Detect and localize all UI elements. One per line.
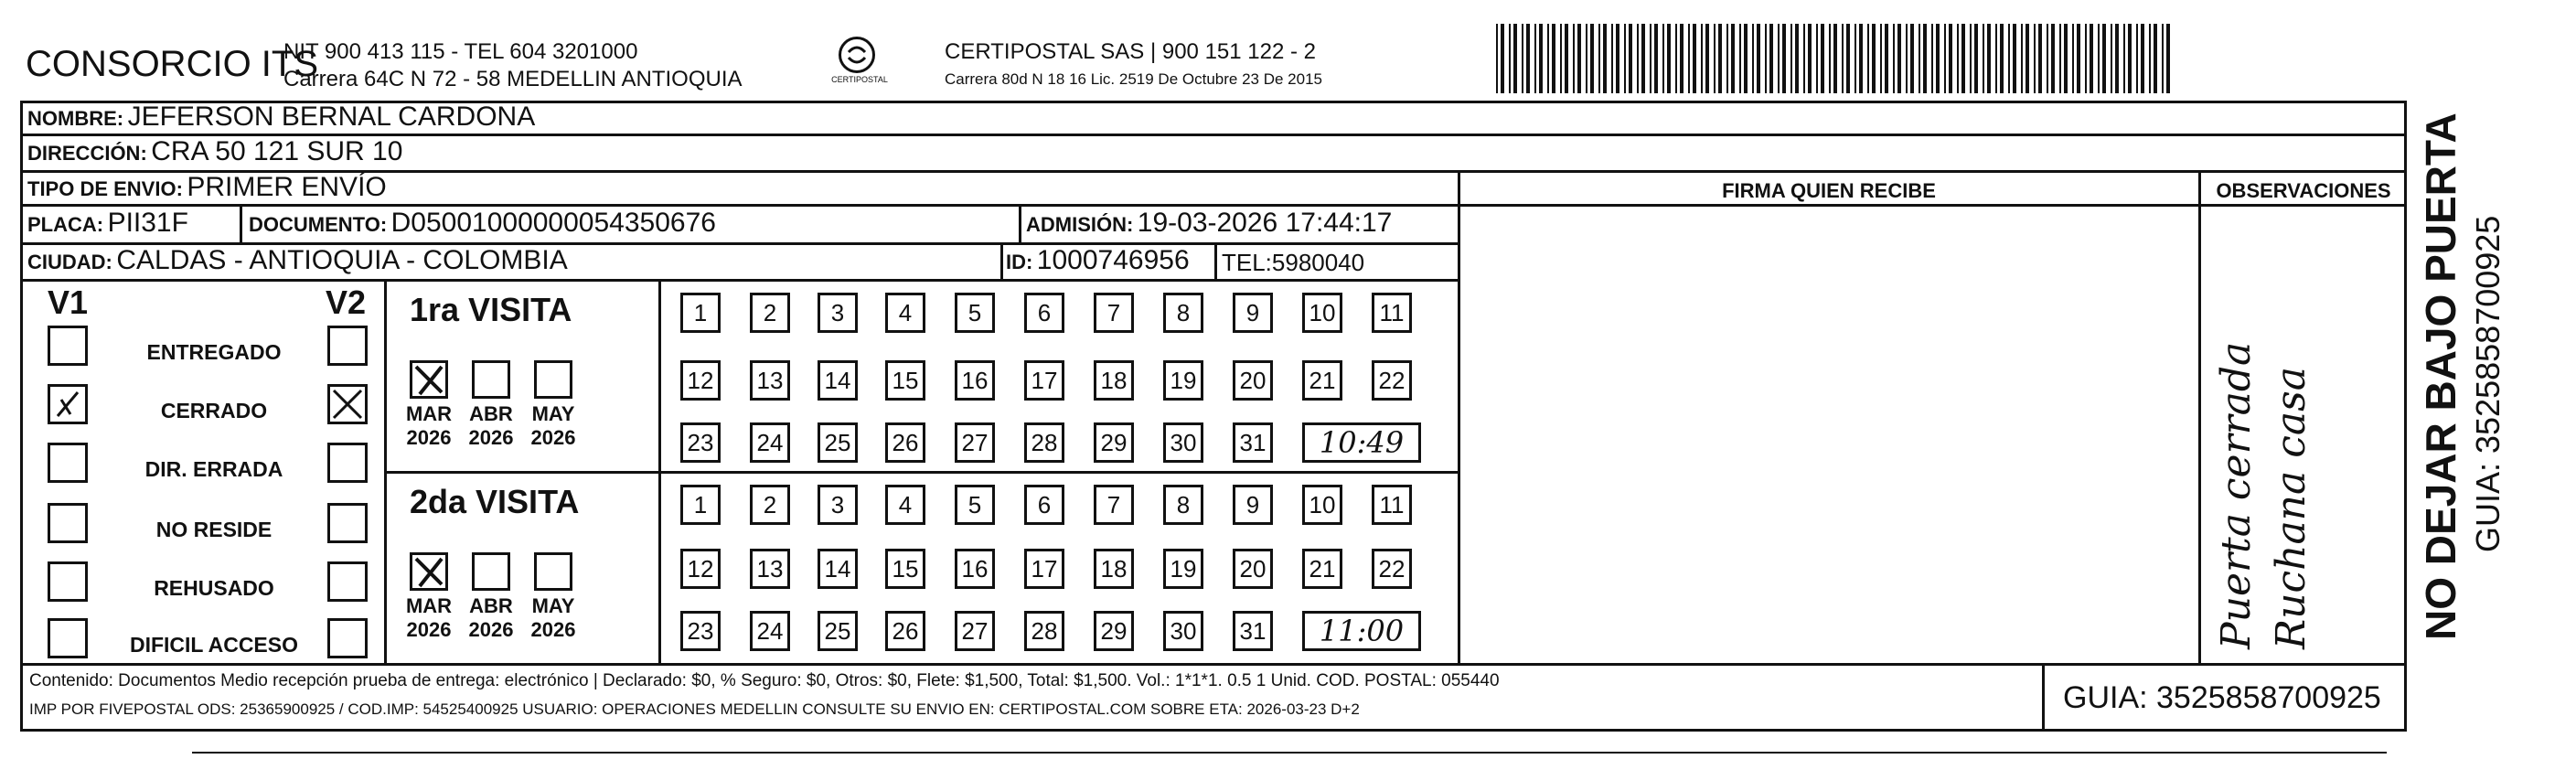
first-day-box[interactable]: 24	[750, 422, 790, 463]
second-day-box[interactable]: 3	[818, 485, 858, 525]
first-day-box[interactable]: 31	[1233, 422, 1273, 463]
certi-address: Carrera 80d N 18 16 Lic. 2519 De Octubre 23 De 2015	[945, 70, 1322, 88]
first-day-box[interactable]: 1	[680, 293, 721, 333]
v1-checkbox[interactable]	[48, 561, 88, 602]
v1-checkbox[interactable]	[48, 503, 88, 543]
status-label: ENTREGADO	[146, 340, 282, 364]
nombre-label: NOMBRE:	[27, 107, 124, 130]
nombre-value: JEFERSON BERNAL CARDONA	[127, 102, 536, 132]
company-name: CONSORCIO ITS	[26, 44, 319, 84]
second-month-box[interactable]	[534, 552, 572, 591]
second-day-box[interactable]: 1	[680, 485, 721, 525]
month-name: ABR	[469, 402, 513, 425]
second-day-box[interactable]: 13	[750, 549, 790, 589]
second-day-box[interactable]: 29	[1094, 611, 1134, 651]
second-day-box[interactable]: 7	[1094, 485, 1134, 525]
first-day-box[interactable]: 25	[818, 422, 858, 463]
month-year: 2026	[406, 618, 452, 641]
first-day-box[interactable]: 5	[955, 293, 995, 333]
second-day-box[interactable]: 21	[1302, 549, 1342, 589]
second-day-box[interactable]: 8	[1163, 485, 1203, 525]
direccion-label: DIRECCIÓN:	[27, 142, 147, 165]
certi-line: CERTIPOSTAL SAS | 900 151 122 - 2	[945, 39, 1316, 64]
first-day-box[interactable]: 23	[680, 422, 721, 463]
first-day-box[interactable]: 2	[750, 293, 790, 333]
obs-handwriting-2: Ruchana casa	[2268, 367, 2314, 649]
barcode	[1496, 24, 2175, 93]
second-visit-title: 2da VISITA	[410, 483, 580, 520]
second-day-box[interactable]: 15	[885, 549, 925, 589]
second-day-box[interactable]: 10	[1302, 485, 1342, 525]
second-day-box[interactable]: 25	[818, 611, 858, 651]
documento-value: D05001000000054350676	[390, 208, 716, 238]
certipostal-info	[945, 38, 1322, 93]
placa-row	[27, 208, 188, 239]
first-day-box[interactable]: 12	[680, 360, 721, 401]
nombre-row	[27, 102, 535, 133]
placa-value: PII31F	[107, 208, 188, 238]
status-label: DIR. ERRADA	[144, 457, 283, 481]
status-label: NO RESIDE	[155, 518, 273, 541]
second-day-box[interactable]: 6	[1024, 485, 1064, 525]
status-label: DIFICIL ACCESO	[129, 633, 298, 657]
direccion-value: CRA 50 121 SUR 10	[151, 136, 403, 166]
second-day-box[interactable]: 12	[680, 549, 721, 589]
second-day-box[interactable]: 19	[1163, 549, 1203, 589]
month-name: MAR	[405, 402, 453, 425]
first-month-box[interactable]	[410, 360, 448, 399]
v1-title: V1	[48, 283, 89, 321]
first-day-box[interactable]: 30	[1163, 422, 1203, 463]
second-month-label	[525, 594, 582, 642]
second-day-box[interactable]: 28	[1024, 611, 1064, 651]
tel-row	[1222, 249, 1364, 277]
admision-label: ADMISIÓN:	[1026, 213, 1134, 236]
month-name: MAY	[531, 402, 575, 425]
first-day-box[interactable]: 9	[1233, 293, 1273, 333]
v2-checkbox[interactable]	[327, 443, 368, 483]
tel-value: TEL:5980040	[1222, 249, 1365, 276]
v2-checkbox[interactable]	[327, 503, 368, 543]
first-month-box[interactable]	[472, 360, 510, 399]
first-day-box[interactable]: 29	[1094, 422, 1134, 463]
side-guia: GUIA: 3525858700925	[2469, 215, 2507, 552]
company-info	[283, 38, 743, 93]
second-month-label	[463, 594, 519, 642]
ciudad-value: CALDAS - ANTIOQUIA - COLOMBIA	[116, 245, 568, 275]
status-label: CERRADO	[160, 399, 268, 422]
second-day-box[interactable]: 31	[1233, 611, 1273, 651]
first-day-box[interactable]: 20	[1233, 360, 1273, 401]
footer-impresion: IMP POR FIVEPOSTAL ODS: 25365900925 / COD.IMP: 54525400925 USUARIO: OPERACIONES MEDELLIN CONSULTE SU ENVIO EN: CERTIPOSTAL.COM SOBRE ETA: 2026-03-23 D+2	[29, 700, 1360, 718]
nit-line: NIT 900 413 115 - TEL 604 3201000	[283, 39, 638, 64]
month-name: MAR	[405, 594, 453, 617]
second-day-box[interactable]: 11	[1372, 485, 1412, 525]
second-day-box[interactable]: 22	[1372, 549, 1412, 589]
first-day-box[interactable]: 11	[1372, 293, 1412, 333]
observaciones-header: OBSERVACIONES	[2216, 179, 2391, 202]
second-day-box[interactable]: 17	[1024, 549, 1064, 589]
month-year: 2026	[468, 426, 514, 449]
first-day-box[interactable]: 26	[885, 422, 925, 463]
documento-label: DOCUMENTO:	[249, 213, 388, 236]
first-month-label	[463, 402, 519, 450]
tipo-label: TIPO DE ENVIO:	[27, 177, 183, 200]
admision-row	[1026, 208, 1392, 239]
first-day-box[interactable]: 6	[1024, 293, 1064, 333]
placa-label: PLACA:	[27, 213, 104, 236]
second-day-box[interactable]: 20	[1233, 549, 1273, 589]
admision-value: 19-03-2026 17:44:17	[1137, 208, 1393, 238]
first-month-label	[401, 402, 457, 450]
id-value: 1000746956	[1036, 245, 1190, 275]
second-day-box[interactable]: 5	[955, 485, 995, 525]
v2-checkbox[interactable]	[327, 384, 368, 424]
v1-checkbox[interactable]	[48, 384, 88, 424]
footer-contenido: Contenido: Documentos Medio recepción prueba de entrega: electrónico | Declarado: $0, % Seguro: $0, Otros: $0, Flete: $1,500, Total: $1,500. Vol.: 1*1*1. 0.5 1 Unid. COD. POSTAL: 055440	[29, 671, 1500, 690]
second-month-box[interactable]	[410, 552, 448, 591]
id-row	[1006, 245, 1190, 276]
second-day-box[interactable]: 23	[680, 611, 721, 651]
month-year: 2026	[468, 618, 514, 641]
v1-checkbox[interactable]	[48, 443, 88, 483]
second-month-box[interactable]	[472, 552, 510, 591]
firma-header: FIRMA QUIEN RECIBE	[1722, 179, 1936, 202]
v2-title: V2	[326, 283, 367, 321]
first-day-box[interactable]: 16	[955, 360, 995, 401]
footer-guia: GUIA: 3525858700925	[2063, 680, 2381, 715]
first-day-box[interactable]: 21	[1302, 360, 1342, 401]
first-day-box[interactable]: 28	[1024, 422, 1064, 463]
direccion-row	[27, 136, 402, 167]
second-visit-time[interactable]: 11:00	[1302, 611, 1421, 651]
certipostal-logo-icon	[839, 37, 875, 73]
documento-row	[249, 208, 716, 239]
first-day-box[interactable]: 10	[1302, 293, 1342, 333]
second-day-box[interactable]: 4	[885, 485, 925, 525]
address-line: Carrera 64C N 72 - 58 MEDELLIN ANTIOQUIA	[283, 67, 743, 91]
v1-checkbox[interactable]	[48, 326, 88, 366]
first-day-box[interactable]: 17	[1024, 360, 1064, 401]
tipo-row	[27, 172, 387, 203]
second-day-box[interactable]: 16	[955, 549, 995, 589]
first-month-box[interactable]	[534, 360, 572, 399]
month-name: ABR	[469, 594, 513, 617]
first-day-box[interactable]: 22	[1372, 360, 1412, 401]
month-year: 2026	[530, 618, 576, 641]
second-day-box[interactable]: 14	[818, 549, 858, 589]
id-label: ID:	[1006, 251, 1033, 273]
v2-checkbox[interactable]	[327, 561, 368, 602]
first-visit-title: 1ra VISITA	[410, 291, 572, 328]
month-year: 2026	[406, 426, 452, 449]
second-day-box[interactable]: 24	[750, 611, 790, 651]
v2-checkbox[interactable]	[327, 326, 368, 366]
tipo-value: PRIMER ENVÍO	[187, 172, 387, 202]
first-day-box[interactable]: 13	[750, 360, 790, 401]
v1-checkbox[interactable]	[48, 618, 88, 658]
month-name: MAY	[531, 594, 575, 617]
ciudad-row	[27, 245, 568, 276]
second-day-box[interactable]: 27	[955, 611, 995, 651]
obs-handwriting-1: Puerta cerrada	[2213, 341, 2260, 649]
second-month-label	[401, 594, 457, 642]
status-label: REHUSADO	[154, 576, 274, 600]
first-visit-time[interactable]: 10:49	[1302, 422, 1421, 463]
first-day-box[interactable]: 7	[1094, 293, 1134, 333]
first-day-box[interactable]: 15	[885, 360, 925, 401]
first-day-box[interactable]: 4	[885, 293, 925, 333]
second-day-box[interactable]: 26	[885, 611, 925, 651]
month-year: 2026	[530, 426, 576, 449]
side-warning: NO DEJAR BAJO PUERTA	[2417, 112, 2464, 640]
second-day-box[interactable]: 30	[1163, 611, 1203, 651]
logo-text: CERTIPOSTAL	[831, 75, 888, 84]
first-day-box[interactable]: 19	[1163, 360, 1203, 401]
first-month-label	[525, 402, 582, 450]
second-day-box[interactable]: 2	[750, 485, 790, 525]
first-day-box[interactable]: 8	[1163, 293, 1203, 333]
first-day-box[interactable]: 18	[1094, 360, 1134, 401]
second-day-box[interactable]: 9	[1233, 485, 1273, 525]
first-day-box[interactable]: 27	[955, 422, 995, 463]
first-day-box[interactable]: 3	[818, 293, 858, 333]
first-day-box[interactable]: 14	[818, 360, 858, 401]
v2-checkbox[interactable]	[327, 618, 368, 658]
ciudad-label: CIUDAD:	[27, 251, 112, 273]
second-day-box[interactable]: 18	[1094, 549, 1134, 589]
